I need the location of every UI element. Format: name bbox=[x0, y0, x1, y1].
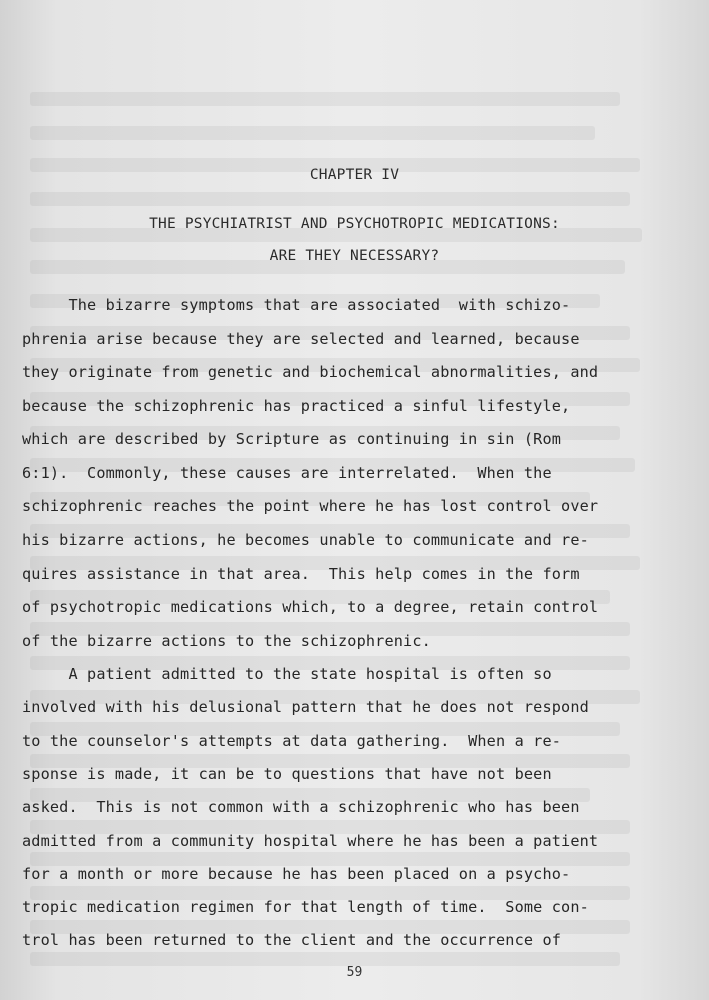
body-text-line: of the bizarre actions to the schizophrenic. bbox=[22, 632, 431, 650]
body-text-line: tropic medication regimen for that length of time. Some con- bbox=[22, 898, 589, 916]
body-text-line: they originate from genetic and biochemical abnormalities, and bbox=[22, 363, 599, 381]
body-text-line: The bizarre symptoms that are associated with schizo- bbox=[22, 296, 571, 314]
chapter-title-line-2: ARE THEY NECESSARY? bbox=[269, 248, 440, 264]
body-text-line: schizophrenic reaches the point where he has lost control over bbox=[22, 497, 599, 515]
body-text-line: his bizarre actions, he becomes unable to communicate and re- bbox=[22, 531, 589, 549]
chapter-label: CHAPTER IV bbox=[309, 167, 400, 183]
body-text-line: for a month or more because he has been placed on a psycho- bbox=[22, 865, 571, 883]
body-text-line: because the schizophrenic has practiced a sinful lifestyle, bbox=[22, 397, 571, 415]
body-text-line: 6:1). Commonly, these causes are interrelated. When the bbox=[22, 464, 552, 482]
chapter-title-line-1: THE PSYCHIATRIST AND PSYCHOTROPIC MEDICATIONS: bbox=[149, 216, 560, 232]
body-text-line: of psychotropic medications which, to a degree, retain control bbox=[22, 598, 599, 616]
body-text-line: which are described by Scripture as continuing in sin (Rom bbox=[22, 430, 562, 448]
body-text-line: phrenia arise because they are selected and learned, because bbox=[22, 330, 580, 348]
body-text-line: sponse is made, it can be to questions that have not been bbox=[22, 765, 552, 783]
body-text-line: asked. This is not common with a schizophrenic who has been bbox=[22, 798, 580, 816]
page-number: 59 bbox=[346, 965, 363, 980]
body-text-line: A patient admitted to the state hospital is often so bbox=[22, 665, 552, 683]
body-text-line: to the counselor's attempts at data gathering. When a re- bbox=[22, 732, 562, 750]
body-text-line: trol has been returned to the client and the occurrence of bbox=[22, 931, 562, 949]
body-text-line: quires assistance in that area. This help comes in the form bbox=[22, 565, 580, 583]
body-text-line: admitted from a community hospital where he has been a patient bbox=[22, 832, 599, 850]
body-text-line: involved with his delusional pattern that he does not respond bbox=[22, 698, 589, 716]
